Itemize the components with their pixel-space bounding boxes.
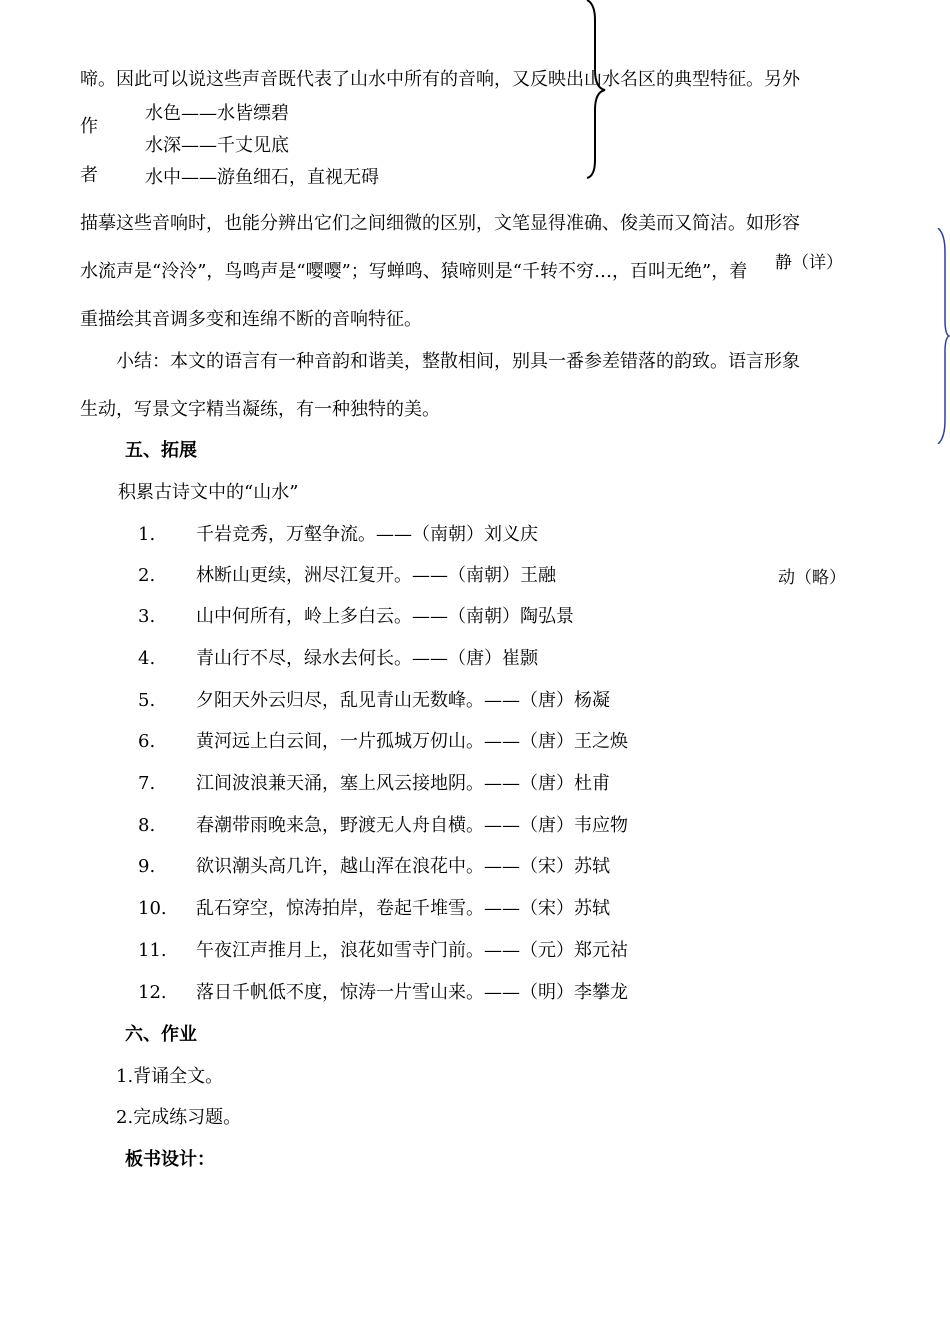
section-heading-homework: 六、作业 <box>125 1024 197 1045</box>
poem-number: 4. <box>138 648 156 669</box>
poem-line: 青山行不尽，绿水去何长。——（唐）崔颢 <box>196 648 538 669</box>
poem-number: 2. <box>138 565 156 586</box>
poem-line: 夕阳天外云归尽，乱见青山无数峰。——（唐）杨凝 <box>196 690 610 711</box>
paragraph-line: 水流声是“泠泠”，鸟鸣声是“嘤嘤”；写蝉鸣、猿啼则是“千转不穷…，百叫无绝”，着 <box>80 261 748 282</box>
poem-number: 9. <box>138 856 156 877</box>
right-brace-black <box>585 0 609 180</box>
water-item: 水色——水皆缥碧 <box>145 103 289 124</box>
poem-number: 1. <box>138 524 156 545</box>
poem-number: 12. <box>138 982 167 1003</box>
poem-line: 江间波浪兼天涌，塞上风云接地阴。——（唐）杜甫 <box>196 773 610 794</box>
poem-line: 山中何所有，岭上多白云。——（南朝）陶弘景 <box>196 606 574 627</box>
paragraph-line: 啼。因此可以说这些声音既代表了山水中所有的音响，又反映出山水名区的典型特征。另外 <box>80 69 800 90</box>
poem-line: 林断山更续，洲尽江复开。——（南朝）王融 <box>196 565 556 586</box>
paragraph-line: 重描绘其音调多变和连绵不断的音响特征。 <box>80 309 422 330</box>
water-item: 水中——游鱼细石，直视无碍 <box>145 167 379 188</box>
side-label-zuo: 作 <box>80 116 98 137</box>
poem-number: 3. <box>138 606 156 627</box>
margin-note-dynamic: 动（略） <box>778 568 846 588</box>
poem-line: 午夜江声推月上，浪花如雪寺门前。——（元）郑元祜 <box>196 940 628 961</box>
right-brace-blue <box>936 228 950 444</box>
poem-number: 5. <box>138 690 156 711</box>
homework-item: 1.背诵全文。 <box>116 1066 224 1087</box>
poem-number: 10. <box>138 898 167 919</box>
poem-number: 7. <box>138 773 156 794</box>
side-label-zhe: 者 <box>80 165 98 186</box>
paragraph-line: 描摹这些音响时，也能分辨出它们之间细微的区别，文笔显得准确、俊美而又简洁。如形容 <box>80 213 800 234</box>
poem-line: 黄河远上白云间，一片孤城万仞山。——（唐）王之焕 <box>196 731 628 752</box>
section-heading-expand: 五、拓展 <box>125 440 197 461</box>
board-design-heading: 板书设计： <box>125 1149 215 1170</box>
poem-line: 乱石穿空，惊涛拍岸，卷起千堆雪。——（宋）苏轼 <box>196 898 610 919</box>
poem-number: 11. <box>138 940 167 961</box>
poem-line: 春潮带雨晚来急，野渡无人舟自横。——（唐）韦应物 <box>196 815 628 836</box>
poem-line: 千岩竞秀，万壑争流。——（南朝）刘义庆 <box>196 524 538 545</box>
homework-item: 2.完成练习题。 <box>116 1107 242 1128</box>
water-item: 水深——千丈见底 <box>145 135 289 156</box>
summary-line: 小结：本文的语言有一种音韵和谐美，整散相间，别具一番参差错落的韵致。语言形象 <box>116 351 800 372</box>
poem-number: 8. <box>138 815 156 836</box>
poem-line: 欲识潮头高几许，越山浑在浪花中。——（宋）苏轼 <box>196 856 610 877</box>
poem-line: 落日千帆低不度，惊涛一片雪山来。——（明）李攀龙 <box>196 982 628 1003</box>
margin-note-static: 静（详） <box>775 253 843 273</box>
poem-number: 6. <box>138 731 156 752</box>
section-intro: 积累古诗文中的“山水” <box>118 482 299 503</box>
summary-line: 生动，写景文字精当凝练，有一种独特的美。 <box>80 399 440 420</box>
